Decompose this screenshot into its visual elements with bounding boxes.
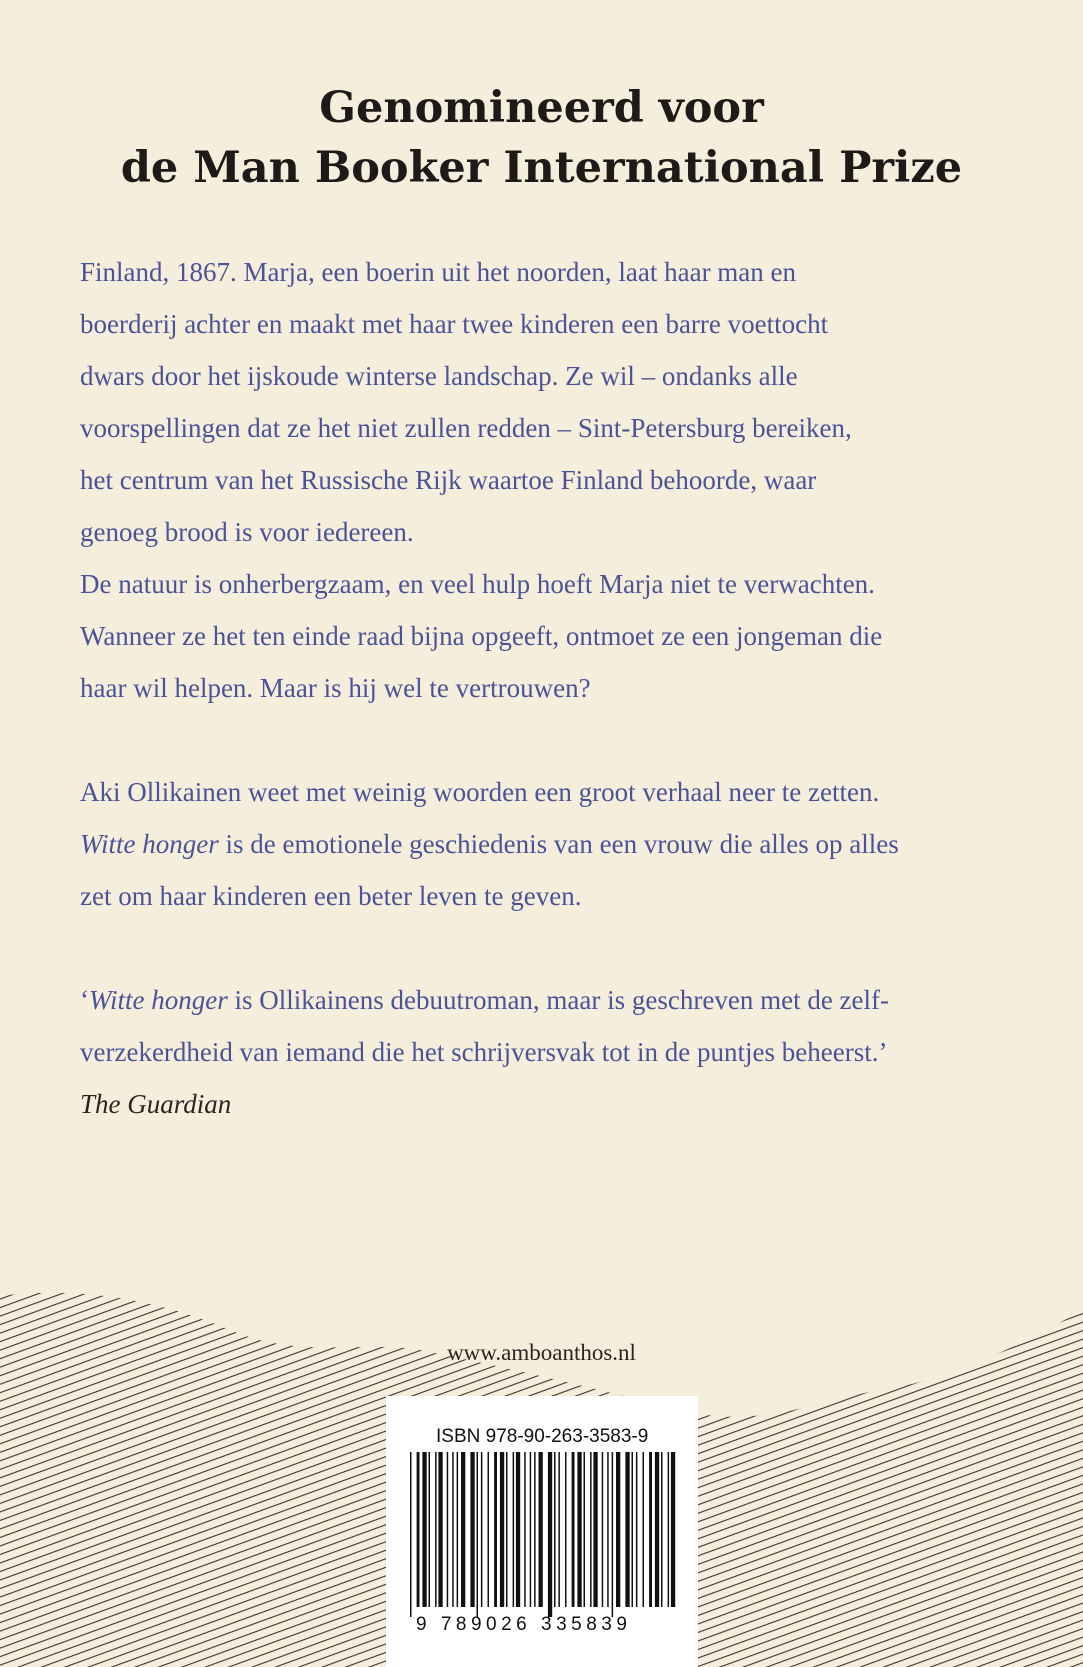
barcode-bar [632, 1452, 634, 1607]
blurb [80, 246, 1020, 1130]
barcode-bar [470, 1452, 474, 1607]
quote-line-rest: is Ollikainens debuutroman, maar is geschreven met de zelf- [227, 985, 890, 1015]
barcode-bar [625, 1452, 629, 1607]
barcode-bar [593, 1452, 597, 1607]
barcode-bar [655, 1452, 659, 1607]
barcode-bar [612, 1452, 614, 1617]
headline [0, 78, 1083, 198]
quote-line [80, 974, 1020, 1026]
barcode-bar [500, 1452, 504, 1607]
barcode-bar [602, 1452, 604, 1607]
synopsis-line: Wanneer ze het ten einde raad bijna opgeeft, ontmoet ze een jongeman die [80, 621, 883, 651]
barcode-bar [607, 1452, 609, 1607]
barcode-bar [417, 1452, 420, 1607]
barcode-bar [429, 1452, 431, 1607]
barcode-bar [584, 1452, 586, 1607]
barcode-bar [477, 1452, 479, 1617]
barcode-panel [386, 1396, 698, 1667]
barcode-bar [435, 1452, 437, 1607]
synopsis-line: het centrum van het Russische Rijk waartoe Finland behoorde, waar [80, 465, 817, 495]
barcode-bar [572, 1452, 575, 1607]
barcode-digits: 9 789026 335839 [416, 1614, 632, 1635]
barcode-bar [461, 1452, 465, 1607]
synopsis-line: boerderij achter en maakt met haar twee kinderen een barre voettocht [80, 309, 829, 339]
review-quote [80, 974, 1020, 1130]
barcode-bar [649, 1452, 652, 1607]
barcode-bar [616, 1452, 620, 1607]
barcode-bar [516, 1452, 520, 1607]
barcode-bar [422, 1452, 426, 1607]
barcode-bar [438, 1452, 442, 1607]
barcode-bar [558, 1452, 560, 1607]
barcode-bar [643, 1452, 645, 1607]
barcode-bar [590, 1452, 592, 1607]
about-paragraph [80, 766, 1020, 922]
barcode-bar [530, 1452, 532, 1607]
about-line [80, 818, 1020, 870]
about-line-rest: is de emotionele geschiedenis van een vrouw die alles op alles [218, 829, 899, 859]
barcode-bar [447, 1452, 449, 1607]
book-title: Witte honger [89, 985, 228, 1015]
barcode-bar [488, 1452, 490, 1607]
barcode-bar [539, 1452, 543, 1607]
barcode-bar [565, 1452, 567, 1607]
barcode-bar [636, 1452, 638, 1607]
barcode-bar [513, 1452, 515, 1607]
about-line: Aki Ollikainen weet met weinig woorden een groot verhaal neer te zetten. [80, 777, 880, 807]
headline-line-2: de Man Booker International Prize [120, 143, 963, 193]
barcode-bar [494, 1452, 497, 1607]
synopsis-line: dwars door het ijskoude winterse landschap. Ze wil – ondanks alle [80, 361, 798, 391]
barcode-bar [548, 1452, 552, 1617]
barcode-bar [506, 1452, 508, 1607]
headline-line-1: Genomineerd voor [319, 83, 764, 133]
barcode-image [386, 1452, 698, 1617]
synopsis-line: voorspellingen dat ze het niet zullen redden – Sint-Petersburg bereiken, [80, 413, 852, 443]
publisher-website[interactable]: www.amboanthos.nl [447, 1340, 636, 1365]
barcode-bar [534, 1452, 536, 1607]
barcode-bar [668, 1452, 670, 1607]
synopsis-line: De natuur is onherbergzaam, en veel hulp hoeft Marja niet te verwachten. [80, 569, 875, 599]
synopsis-line: haar wil helpen. Maar is hij wel te vertrouwen? [80, 673, 591, 703]
quote-open-mark: ‘ [80, 985, 89, 1015]
barcode-bar [452, 1452, 454, 1607]
barcode-bar [554, 1452, 556, 1607]
barcode-bar [481, 1452, 483, 1607]
barcode-bar [524, 1452, 526, 1607]
synopsis-paragraph-1 [80, 246, 1020, 558]
synopsis-line: Finland, 1867. Marja, een boerin uit het noorden, laat haar man en [80, 257, 797, 287]
barcode-bar [410, 1452, 412, 1617]
book-title: Witte honger [80, 829, 219, 859]
quote-source: The Guardian [80, 1089, 232, 1119]
barcode-bar [457, 1452, 459, 1607]
synopsis-line: genoeg brood is voor iedereen. [80, 517, 414, 547]
barcode-bar [577, 1452, 581, 1607]
isbn-label: ISBN 978-90-263-3583-9 [436, 1426, 649, 1447]
synopsis-paragraph-2 [80, 558, 1020, 714]
about-line: zet om haar kinderen een beter leven te geven. [80, 881, 582, 911]
barcode-bar [671, 1452, 675, 1607]
barcode-bar [661, 1452, 663, 1607]
quote-line: verzekerdheid van iemand die het schrijversvak tot in de puntjes beheerst.’ [80, 1037, 888, 1067]
